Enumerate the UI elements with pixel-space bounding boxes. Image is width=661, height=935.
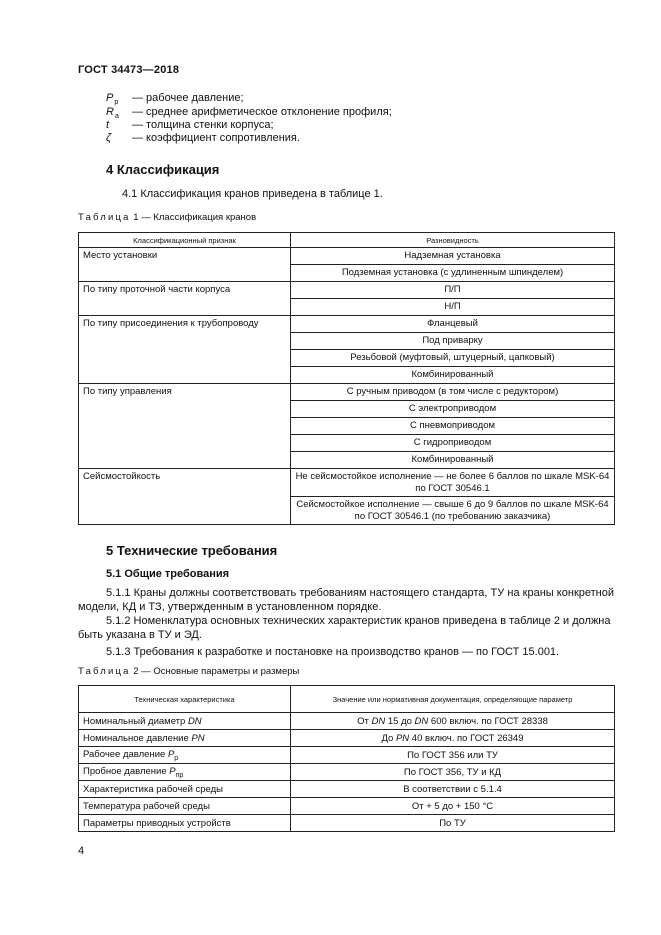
table-2-header-characteristic: Техническая характеристика [79,686,291,713]
value-cell [291,798,615,815]
value-text: DN [414,715,429,727]
value-text: 15 до [385,715,415,727]
symbol-letter: ζ [106,132,112,144]
characteristic-text: Параметры приводных устройств [83,817,231,829]
table-1-header-feature: Классификационный признак [79,233,291,248]
variant-cell: С ручным приводом (в том числе с редуктором) [291,384,615,401]
value-text: По ТУ [439,817,466,829]
section-4-paragraph: 4.1 Классификация кранов приведена в таблице 1. [122,188,383,200]
symbol-definition: — среднее арифметическое отклонение профиля; [132,106,392,118]
variant-cell: Подземная установка (с удлиненным шпинделем) [291,265,615,282]
characteristic-cell [79,781,291,798]
table-row [79,469,615,497]
characteristic-symbol: PN [191,732,205,744]
table-2-header-value: Значение или нормативная документация, определяющие параметр [291,686,615,713]
symbol-subscript: р [114,99,119,106]
symbol-row [106,106,606,120]
characteristic-cell [79,730,291,747]
value-cell [291,713,615,730]
value-text: От [357,715,372,727]
variant-cell: Комбинированный [291,452,615,469]
table-row [79,713,615,730]
symbol-row [106,92,606,106]
value-text: PN [395,732,410,744]
section-5-1-title: 5.1 Общие требования [106,568,230,580]
characteristic-cell [79,815,291,832]
symbol [106,119,109,131]
variant-cell: Надземная установка [291,248,615,265]
symbol [106,92,118,106]
feature-cell: По типу проточной части корпуса [79,282,291,316]
characteristic-text: Температура рабочей среды [83,800,210,812]
paragraph-5-1-3: 5.1.3 Требования к разработке и постановке на производство кранов — по ГОСТ 15.001. [106,646,560,658]
feature-cell: Сейсмостойкость [79,469,291,525]
characteristic-cell [79,713,291,730]
table-row [79,798,615,815]
feature-cell: Место установки [79,248,291,282]
symbol-letter: R [106,106,114,118]
variant-cell: Н/П [291,299,615,316]
paragraph-5-1-1: 5.1.1 Краны должны соответствовать требованиям настоящего стандарта, ТУ на краны конкретной модели, КД и ТЗ, утвержденным в установленном порядке. [78,587,614,613]
feature-cell: По типу присоединения к трубопроводу [79,316,291,384]
value-text: 600 включ. по ГОСТ 28338 [428,715,548,727]
characteristic-cell [79,747,291,764]
characteristic-text: Номинальное давление [83,732,192,744]
table-1-caption-text: 1 — Классификация кранов [130,212,257,223]
table-row [79,815,615,832]
table-1-classification [78,232,615,525]
value-cell [291,730,615,747]
value-text: До [381,732,396,744]
table-row [79,747,615,764]
value-text: 40 включ. по ГОСТ 26349 [409,732,524,744]
value-text: По ГОСТ 356, ТУ и КД [403,766,502,778]
value-cell [291,747,615,764]
value-cell [291,764,615,781]
characteristic-subscript: р [174,754,179,762]
variant-cell: П/П [291,282,615,299]
characteristic-symbol: P [167,748,175,760]
value-cell [291,781,615,798]
symbol [106,132,111,144]
symbol-row [106,119,606,133]
variant-cell: С гидроприводом [291,435,615,452]
document-header: ГОСТ 34473—2018 [78,64,180,76]
section-5-title: 5 Технические требования [106,543,278,558]
value-text: По ГОСТ 356 или ТУ [407,749,498,761]
symbol-letter: P [106,92,114,104]
symbol-letter: t [106,119,110,131]
table-2-caption-text: 2 — Основные параметры и размеры [130,666,300,677]
characteristic-text: Рабочее давление [83,748,168,760]
table-1-header-variant: Разновидность [291,233,615,248]
symbol-definition: — коэффициент сопротивления. [132,132,300,144]
characteristic-text: Номинальный диаметр [83,715,188,727]
symbol-row [106,132,606,146]
characteristic-cell [79,798,291,815]
table-row [79,316,615,333]
variant-cell: Резьбовой (муфтовый, штуцерный, цапковый) [291,350,615,367]
value-text: От + 5 до + 150 °С [411,800,494,812]
value-cell [291,815,615,832]
symbol-definition: — толщина стенки корпуса; [132,119,274,131]
section-4-title: 4 Классификация [106,162,220,177]
table-1-caption-prefix: Таблица [78,212,131,223]
characteristic-cell [79,764,291,781]
symbol-subscript: a [114,113,119,120]
table-2-caption-prefix: Таблица [78,666,131,677]
table-row [79,730,615,747]
characteristic-text: Пробное давление [83,765,170,777]
symbol [106,106,119,120]
variant-cell: С пневмоприводом [291,418,615,435]
variant-cell: Сейсмостойкое исполнение — свыше 6 до 9 баллов по шкале MSK-64 по ГОСТ 30546.1 (по требованию заказчика) [291,497,615,525]
variant-cell: Фланцевый [291,316,615,333]
table-2-caption [78,666,299,677]
section-5-paragraphs [78,586,614,659]
table-row [79,282,615,299]
feature-cell: По типу управления [79,384,291,469]
table-1-caption [78,212,256,223]
variant-cell: С электроприводом [291,401,615,418]
table-row [79,248,615,265]
value-text: DN [371,715,386,727]
variant-cell: Комбинированный [291,367,615,384]
variant-cell: Под приварку [291,333,615,350]
characteristic-subscript: пр [175,771,184,779]
characteristic-symbol: DN [187,715,202,727]
table-row [79,781,615,798]
characteristic-symbol: P [169,765,176,777]
variant-cell: Не сейсмостойкое исполнение — не более 6 баллов по шкале MSK-64 по ГОСТ 30546.1 [291,469,615,497]
symbol-definition: — рабочее давление; [132,92,244,104]
paragraph-5-1-2: 5.1.2 Номенклатура основных технических характеристик кранов приведена в таблице 2 и должна быть указана в ТУ и ЭД. [78,615,611,641]
table-row [79,384,615,401]
table-2-parameters [78,685,615,832]
characteristic-text: Характеристика рабочей среды [83,783,224,795]
table-row [79,764,615,781]
value-text: В соответствии с 5.1.4 [403,783,502,795]
page-number: 4 [78,845,85,857]
